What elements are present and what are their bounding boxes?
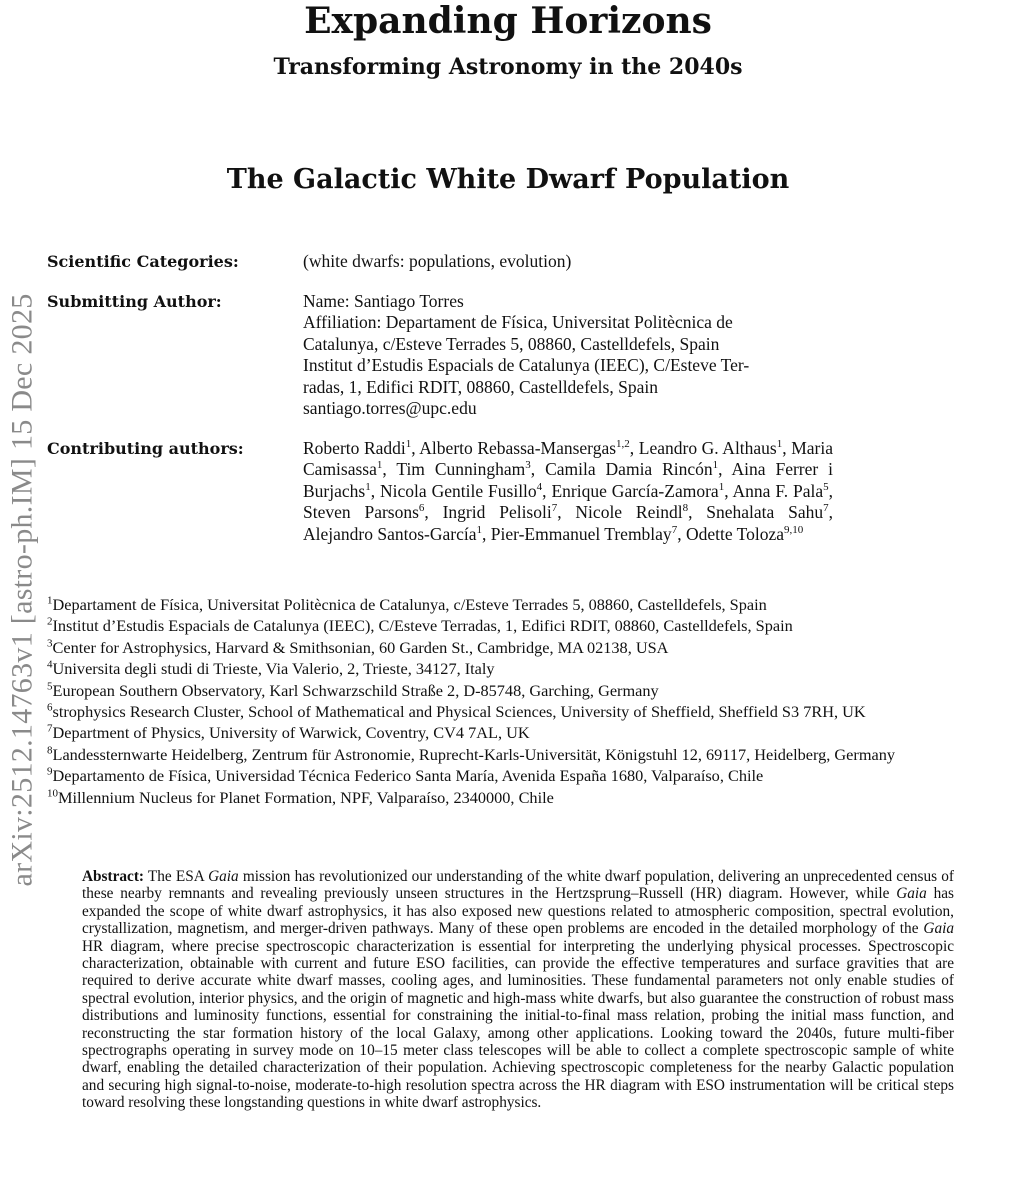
contributing-authors-row: [47, 438, 847, 546]
abstract-segment: mission has revolutionized our understanding of the white dwarf population, delivering an unprecedented census of these nearby remnants and revealing previously unseen structures in the Hertzsprung–Russell (HR) diagram. However, while: [82, 868, 954, 903]
author-affiliation-marker: 6: [418, 502, 425, 515]
affiliation-number: 1: [47, 594, 53, 607]
affiliation-text: Department of Physics, University of Warwick, Coventry, CV4 7AL, UK: [52, 723, 530, 743]
contributing-authors-list: Roberto Raddi$^1$, Alberto Rebassa-Mansergas$^{1,2}$, Leandro G. Althaus$^1$, Maria Camisassa$^1$, Tim Cunningham$^3$, Camila Damia Rincón$^1$, Aina Ferrer i Burjachs$^1$, Nicola Gentile Fusillo$^4$, Enrique García-Zamora$^1$, Anna F. Pala$^5$, Steven Parsons$^6$, Ingrid Pelisoli$^7$, Nicole Reindl$^8$, Snehalata Sahu$^7$, Alejandro Santos-García$^1$, Pier-Emmanuel Tremblay$^7$, Odette Toloza$^{9,10}$: [303, 437, 834, 544]
author-affiliation-marker: 1: [718, 480, 725, 493]
affiliation-text: Millennium Nucleus for Planet Formation, NPF, Valparaíso, 2340000, Chile: [58, 787, 554, 807]
abstract-emphasis: Gaia: [208, 868, 239, 885]
affiliation-item: [47, 594, 1007, 615]
author-name: Alberto Rebassa-Mansergas: [419, 437, 617, 458]
categories-value: (white dwarfs: populations, evolution): [303, 251, 572, 271]
submitting-author-row: [47, 291, 847, 420]
author-name: Nicola Gentile Fusillo: [380, 480, 537, 501]
affiliations-list: [47, 594, 1007, 808]
author-name: Odette Toloza: [685, 523, 785, 544]
submitting-author-line: Name: Santiago Torres: [303, 290, 464, 311]
author-affiliation-marker: 5: [823, 480, 829, 493]
paper-title: The Galactic White Dwarf Population: [226, 164, 790, 195]
author-name: Snehalata Sahu: [706, 502, 824, 522]
contributing-authors-label: Contributing authors:: [47, 438, 244, 458]
author-name: Ingrid Pelisoli: [442, 502, 552, 522]
submitting-author-label: Submitting Author:: [47, 291, 222, 311]
abstract-emphasis: Gaia: [923, 920, 954, 938]
series-title: Expanding Horizons: [304, 0, 712, 42]
author-name: Roberto Raddi: [303, 437, 406, 458]
author-affiliation-marker: 8: [682, 502, 689, 515]
affiliation-number: 5: [47, 680, 53, 693]
affiliation-number: 10: [47, 787, 58, 800]
author-affiliation-marker: 3: [525, 459, 531, 472]
submitting-author-line: Affiliation: Departament de Física, Universitat Politècnica de: [303, 312, 733, 332]
affiliation-number: 6: [47, 701, 53, 714]
series-header: [0, 0, 1016, 80]
author-affiliation-marker: 1: [712, 459, 719, 472]
affiliation-text: Institut d’Estudis Espacials de Catalunya (IEEC), C/Esteve Terradas, 1, Edifici RDIT, 08860, Castelldefels, Spain: [52, 616, 793, 636]
series-subtitle: Transforming Astronomy in the 2040s: [273, 54, 743, 80]
affiliation-item: [47, 722, 1007, 743]
categories-label: Scientific Categories:: [47, 252, 239, 271]
author-affiliation-marker: 1: [365, 480, 371, 493]
abstract-emphasis: Gaia: [896, 885, 927, 903]
affiliation-item: [47, 658, 1007, 679]
affiliation-item: [47, 637, 1007, 658]
affiliation-item: [47, 765, 1007, 786]
affiliation-number: 8: [47, 744, 53, 757]
author-affiliation-marker: 4: [536, 480, 543, 493]
author-name: Aina Ferrer i Burjachs: [303, 459, 833, 501]
author-name: Leandro G. Althaus: [638, 437, 777, 458]
author-name: Alejandro Santos-García: [303, 523, 477, 544]
author-affiliation-marker: 7: [823, 502, 829, 515]
author-name: Nicole Reindl: [575, 502, 683, 522]
abstract-text: [82, 868, 954, 1111]
abstract-label: Abstract:: [82, 868, 145, 885]
affiliation-text: Universita degli studi di Trieste, Via Valerio, 2, Trieste, 34127, Italy: [52, 659, 495, 679]
affiliation-text: Departament de Física, Universitat Politècnica de Catalunya, c/Esteve Terrades 5, 08860, Castelldefels, Spain: [52, 595, 767, 614]
affiliation-text: Departamento de Física, Universidad Técnica Federico Santa María, Avenida España 1680, Valparaíso, Chile: [52, 766, 764, 786]
metadata-block: [47, 251, 847, 563]
author-name: Pier-Emmanuel Tremblay: [490, 523, 672, 544]
submitting-author-line: radas, 1, Edifici RDIT, 08860, Castelldefels, Spain: [303, 376, 658, 397]
affiliation-number: 7: [47, 723, 53, 736]
affiliation-item: [47, 680, 1007, 701]
author-name: Anna F. Pala: [732, 480, 824, 501]
author-name: Steven Parsons: [303, 502, 419, 522]
affiliation-item: [47, 701, 1007, 722]
author-name: Enrique García-Zamora: [551, 480, 719, 501]
author-affiliation-marker: 1,2: [616, 437, 630, 450]
affiliation-text: strophysics Research Cluster, School of Mathematical and Physical Sciences, University of Sheffield, Sheffield S3 7RH, UK: [52, 702, 866, 722]
author-affiliation-marker: 1: [476, 523, 482, 536]
affiliation-number: 2: [47, 615, 53, 628]
submitting-author-line: Catalunya, c/Esteve Terrades 5, 08860, Castelldefels, Spain: [303, 333, 720, 354]
affiliation-item: [47, 787, 1007, 808]
abstract: [82, 868, 954, 1112]
author-affiliation-marker: 7: [551, 502, 558, 515]
arxiv-sidebar: [0, 210, 46, 970]
affiliation-item: [47, 615, 1007, 636]
affiliation-text: European Southern Observatory, Karl Schwarzschild Straße 2, D-85748, Garching, Germany: [52, 680, 659, 700]
affiliation-number: 4: [47, 658, 53, 671]
abstract-segment: has expanded the scope of white dwarf astrophysics, it has also exposed new questions related to atmospheric composition, spectral evolution, crystallization, magnetism, and merger-driven pathways. Many of these open problems are encoded in the detailed morphology of the: [82, 885, 954, 938]
abstract-segment: HR diagram, where precise spectroscopic characterization is essential for interpreting the underlying physical processes. Spectroscopic characterization, obtainable with current and future ESO facilities, can provide the effective temperatures and surface gravities that are required to derive accurate white dwarf masses, cooling ages, and luminosities. These fundamental parameters not only enable studies of spectral evolution, interior physics, and the origin of magnetic and high-mass white dwarfs, but also guarantee the construction of robust mass distributions and luminosity functions, essential for constraining the initial-to-final mass relation, probing the initial mass function, and reconstructing the star formation history of the local Galaxy, among other applications. Looking toward the 2040s, future multi-fiber spectrographs operating in survey mode on 10–15 meter class telescopes will be able to collect a complete spectroscopic sample of white dwarf, enabling the detailed characterization of their population. Achieving spectroscopic completeness for the nearby Galactic population and securing high signal-to-noise, moderate-to-high resolution spectra across the HR diagram with ESO instrumentation will be critical steps toward resolving these longstanding questions in white dwarf astrophysics.: [82, 937, 954, 1112]
author-affiliation-marker: 7: [671, 523, 678, 536]
author-affiliation-marker: 1: [776, 437, 783, 450]
affiliation-number: 9: [47, 765, 53, 778]
author-name: Maria Camisassa: [303, 437, 834, 479]
author-name: Camila Damia Rincón: [545, 459, 713, 479]
affiliation-item: [47, 744, 1007, 765]
categories-row: [47, 251, 847, 273]
affiliation-number: 3: [47, 637, 53, 650]
submitting-author-details: [303, 291, 833, 420]
author-name: Tim Cunningham: [396, 459, 526, 479]
affiliation-text: Center for Astrophysics, Harvard & Smithsonian, 60 Garden St., Cambridge, MA 02138, USA: [52, 637, 669, 657]
arxiv-identifier: arXiv:2512.14763v1 [astro-ph.IM] 15 Dec 2025: [6, 293, 39, 887]
author-affiliation-marker: 1: [376, 459, 383, 472]
affiliation-text: Landessternwarte Heidelberg, Zentrum für Astronomie, Ruprecht-Karls-Universität, Königstuhl 12, 69117, Heidelberg, Germany: [52, 744, 895, 764]
submitting-author-email: santiago.torres@upc.edu: [303, 398, 477, 418]
submitting-author-line: Institut d’Estudis Espacials de Catalunya (IEEC), C/Esteve Ter-: [303, 355, 750, 375]
author-affiliation-marker: 9,10: [784, 523, 804, 536]
author-affiliation-marker: 1: [405, 437, 412, 450]
abstract-segment: The ESA: [144, 868, 209, 885]
